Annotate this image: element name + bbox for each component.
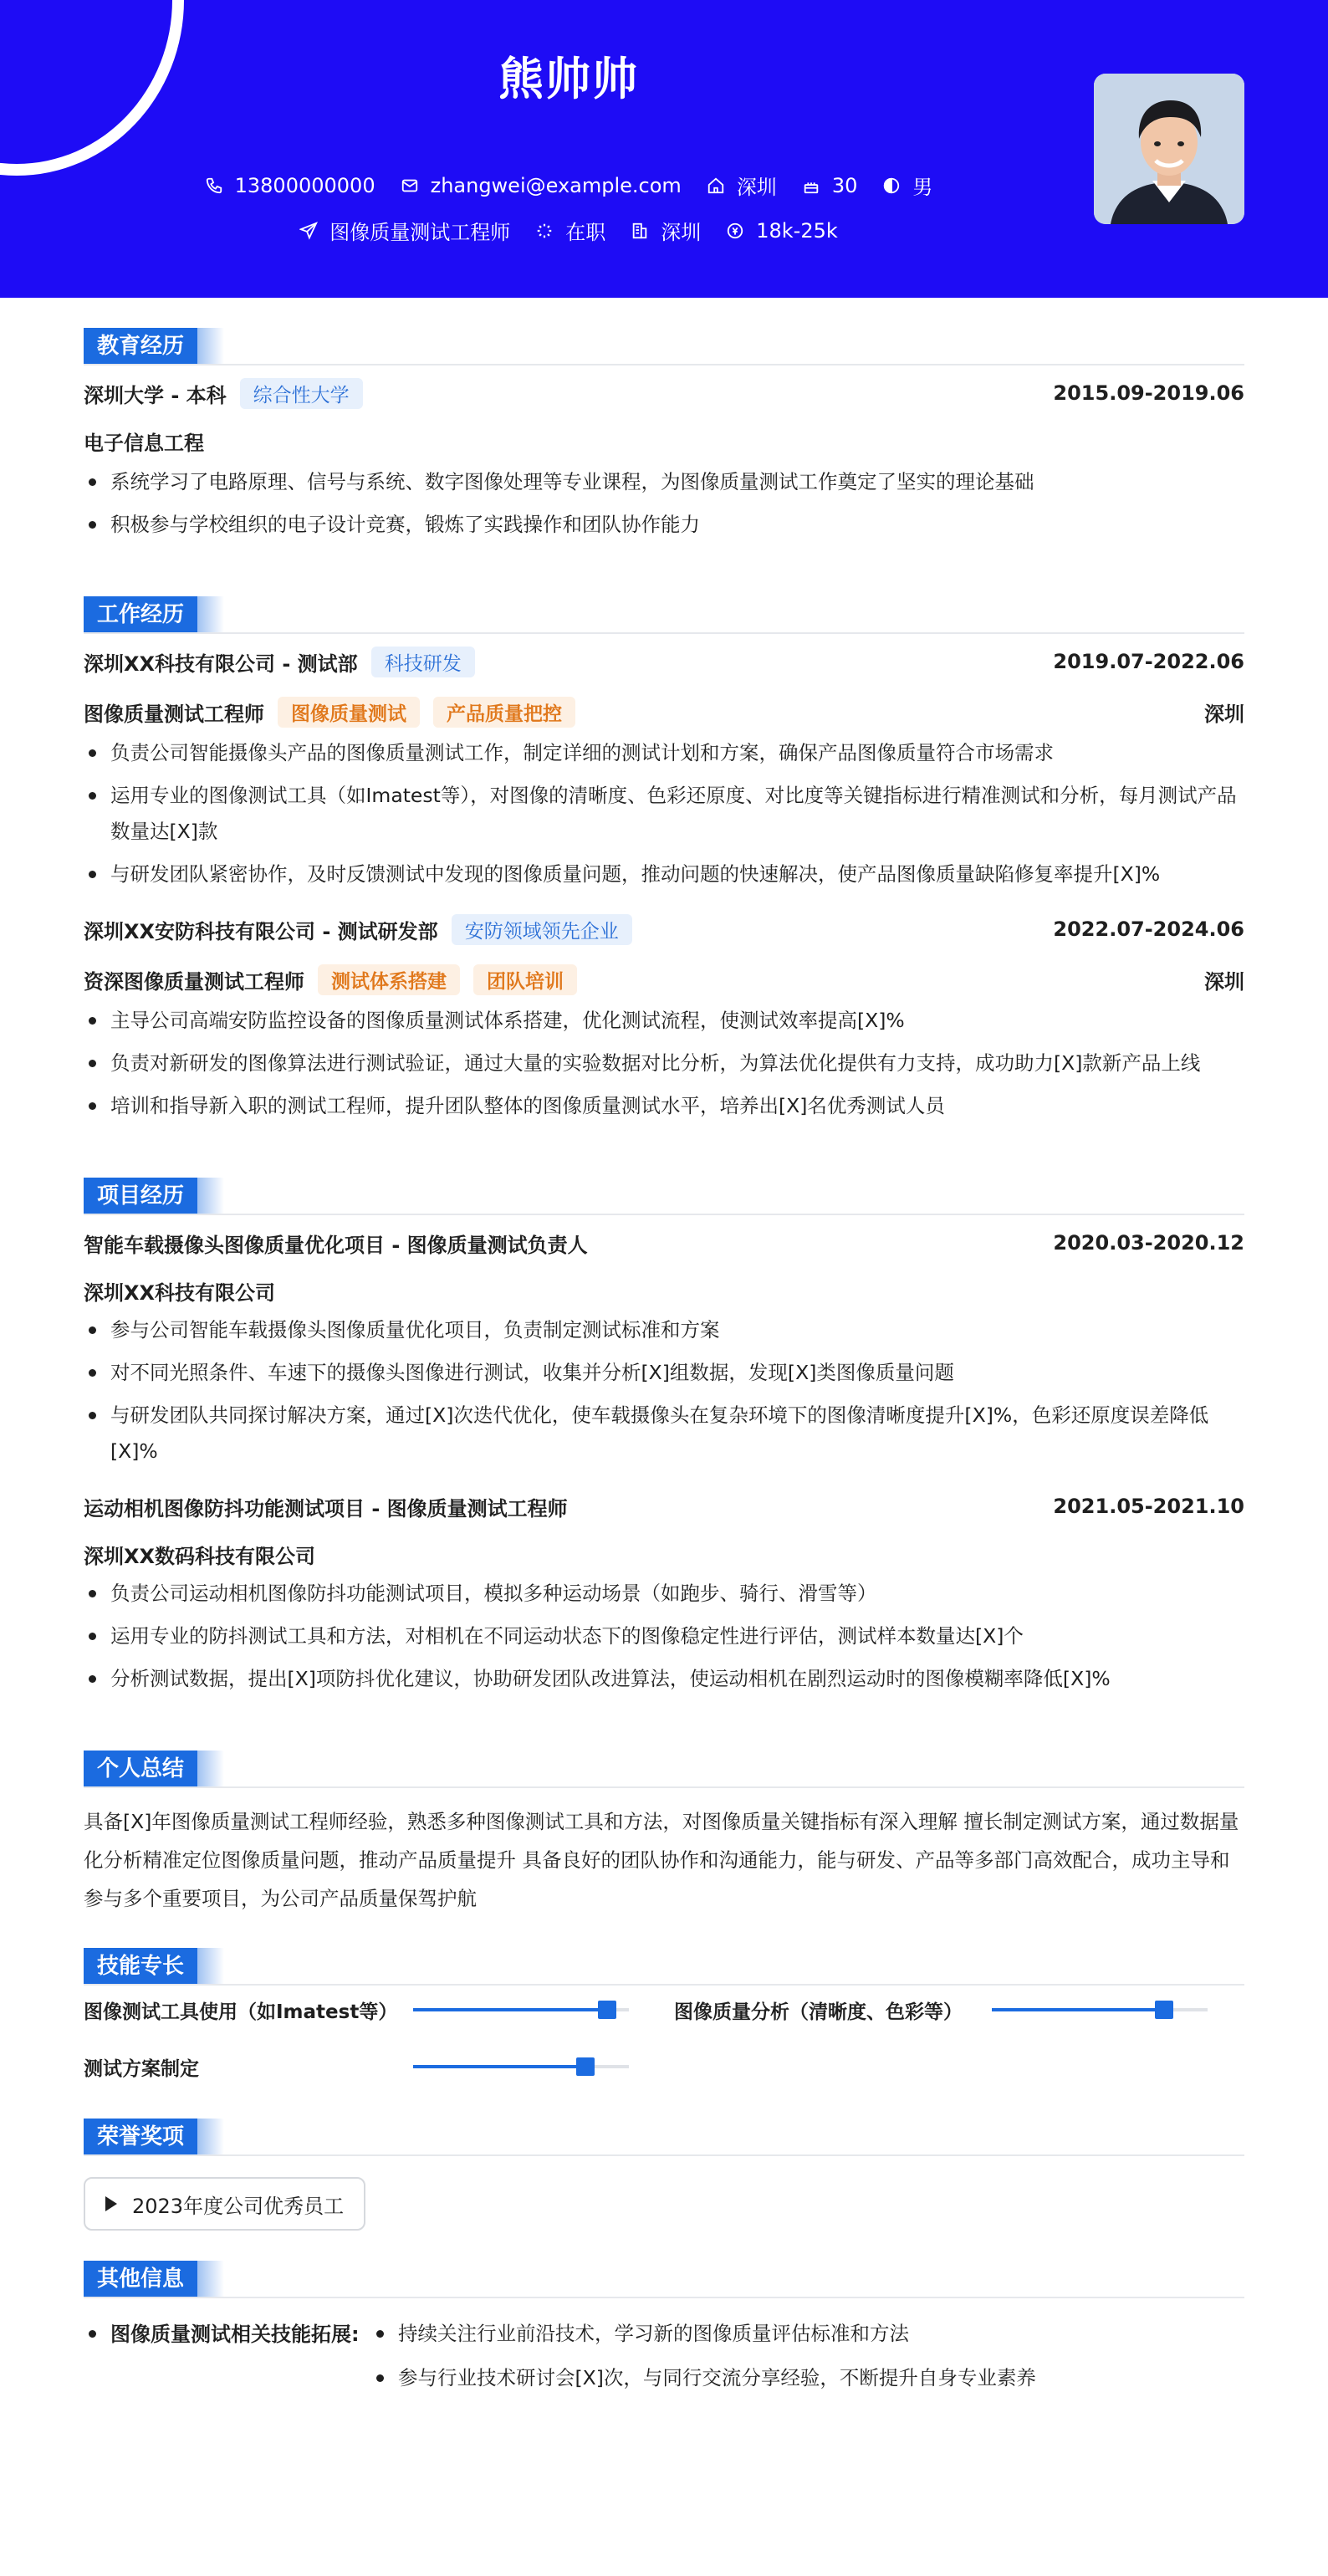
major: 电子信息工程 [84,432,204,455]
cake-icon [802,176,820,195]
summary-text: 具备[X]年图像质量测试工程师经验，熟悉多种图像测试工具和方法，对图像质量关键指标有深入理解 擅长制定测试方案，通过数据量化分析精准定位图像质量问题，推动产品质量提升 具备良好的团队协作和沟通能力，能与研发、产品等多部门高效配合，成功主导和参与多个重要项目，为公司产品质量保驾护航 [84,1810,1239,1910]
work-role-row [84,963,1244,996]
work-city: 深圳 [1204,969,1244,994]
list-item: 参与行业技术研讨会[X]次，与同行交流分享经验，不断提升自身专业素养 [371,2360,1036,2396]
status-text: 在职 [565,221,606,244]
list-item: 持续关注行业前沿技术，学习新的图像质量评估标准和方法 [371,2316,1036,2352]
education-bullets [84,464,1244,543]
building-icon [631,222,649,240]
section-education [84,298,1244,359]
other-bullets [371,2313,1036,2396]
list-item: 主导公司高端安防监控设备的图像质量测试体系搭建，优化测试流程，使测试效率提高[X]% [84,1003,1244,1039]
salary-text: 18k-25k [756,218,838,243]
role-tag: 图像质量测试 [278,697,420,728]
skill-bar [992,2008,1208,2011]
skill-name: 测试方案制定 [84,2058,199,2080]
list-item: 对不同光照条件、车速下的摄像头图像进行测试，收集并分析[X]组数据，发现[X]类图像质量问题 [84,1355,1244,1391]
section-title: 个人总结 [84,1751,197,1787]
list-item: 培训和指导新入职的测试工程师，提升团队整体的图像质量测试水平，培养出[X]名优秀测试人员 [84,1088,1244,1124]
project-bullets [84,1576,1244,1697]
school-name: 深圳大学 - 本科 [84,383,227,407]
home-icon [707,176,725,195]
gender-icon [882,176,901,195]
resume-header [0,0,1328,298]
work-entry-header [84,645,1244,678]
skill-name: 图像测试工具使用（如Imatest等） [84,2001,398,2023]
email-info [401,174,682,197]
company-tag: 安防领域领先企业 [452,914,632,945]
salary-info [726,219,838,243]
avatar-portrait [1094,74,1244,224]
candidate-name: 熊帅帅 [498,53,639,105]
project-company: 深圳XX科技有限公司 [84,1281,276,1305]
age-text: 30 [831,173,858,197]
section-title: 教育经历 [84,328,197,365]
honor-item[interactable] [84,2177,365,2231]
work-role-row [84,695,1244,728]
money-icon [726,222,744,240]
skill-level-knob [598,2001,616,2019]
skill-level-knob [1155,2001,1173,2019]
list-item: 负责公司智能摄像头产品的图像质量测试工作，制定详细的测试计划和方案，确保产品图像质量符合市场需求 [84,735,1244,771]
position-info [299,216,510,245]
location-info [707,171,777,200]
other-info [84,2313,1244,2389]
company-tag: 科技研发 [371,647,475,677]
job-intent-row [0,216,1137,245]
list-item: 分析测试数据，提出[X]项防抖优化建议，协助研发团队改进算法，使运动相机在剧烈运动时的图像模糊率降低[X]% [84,1661,1244,1697]
caret-right-icon [105,2196,117,2211]
section-work [84,566,1244,627]
section-title: 荣誉奖项 [84,2119,197,2155]
section-title: 其他信息 [84,2261,197,2297]
list-item: 参与公司智能车载摄像头图像质量优化项目，负责制定测试标准和方案 [84,1312,1244,1348]
list-item: 运用专业的图像测试工具（如Imatest等），对图像的清晰度、色彩还原度、对比度等关键指标进行精准测试和分析，每月测试产品数量达[X]款 [84,778,1244,850]
email-text: zhangwei@example.com [430,173,682,197]
send-icon [299,222,318,240]
section-projects [84,1147,1244,1209]
work-city: 深圳 [1204,702,1244,726]
project-bullets [84,1312,1244,1469]
contact-row [0,171,1137,200]
skill-level-knob [576,2057,595,2076]
skill-name: 图像质量分析（清晰度、色彩等） [674,2001,963,2023]
project-entry-header [84,1226,1244,1260]
company-name: 深圳XX安防科技有限公司 - 测试研发部 [84,919,438,943]
status-info [535,216,605,245]
phone-text: 13800000000 [234,173,375,197]
project-title: 运动相机图像防抖功能测试项目 - 图像质量测试工程师 [84,1496,568,1521]
phone-info [205,174,375,197]
honor-text: 2023年度公司优秀员工 [132,2194,345,2218]
list-item: 运用专业的防抖测试工具和方法，对相机在不同运动状态下的图像稳定性进行评估，测试样本数量达[X]个 [84,1618,1244,1654]
list-item: 与研发团队紧密协作，及时反馈测试中发现的图像质量问题，推动问题的快速解决，使产品图像质量缺陷修复率提升[X]% [84,856,1244,892]
mail-icon [401,176,419,195]
role-title: 图像质量测试工程师 [84,702,264,726]
school-tag: 综合性大学 [240,378,363,409]
gender-text: 男 [912,176,933,199]
project-date: 2021.05-2021.10 [1053,1495,1244,1518]
phone-icon [205,176,223,195]
role-tag: 团队培训 [473,964,577,995]
skill-bar [413,2065,629,2068]
other-label: 图像质量测试相关技能拓展: [110,2323,360,2346]
work-bullets [84,1003,1244,1124]
education-date: 2015.09-2019.06 [1053,381,1244,405]
project-company: 深圳XX数码科技有限公司 [84,1545,316,1568]
project-title: 智能车载摄像头图像质量优化项目 - 图像质量测试负责人 [84,1233,588,1257]
project-entry-header [84,1490,1244,1523]
age-info [802,174,858,197]
role-tag: 测试体系搭建 [318,964,460,995]
skill-bar [413,2008,629,2011]
list-item: 与研发团队共同探讨解决方案，通过[X]次迭代优化，使车载摄像头在复杂环境下的图像清晰度提升[X]%，色彩还原度误差降低[X]% [84,1398,1244,1469]
education-entry [84,376,1244,410]
section-summary [84,1720,1244,1781]
project-date: 2020.03-2020.12 [1053,1231,1244,1255]
gender-info [882,171,932,200]
role-title: 资深图像质量测试工程师 [84,969,304,994]
list-item: 积极参与学校组织的电子设计竞赛，锻炼了实践操作和团队协作能力 [84,507,1244,543]
work-date: 2019.07-2022.06 [1053,650,1244,673]
list-item: 负责公司运动相机图像防抖功能测试项目，模拟多种运动场景（如跑步、骑行、滑雪等） [84,1576,1244,1612]
loading-icon [535,222,554,240]
location-text: 深圳 [736,176,777,199]
section-honors [84,2088,1244,2149]
role-tag: 产品质量把控 [433,697,575,728]
resume-body [84,298,1244,2389]
work-entry-header [84,912,1244,946]
position-text: 图像质量测试工程师 [329,221,511,244]
city-info [631,216,701,245]
work-date: 2022.07-2024.06 [1053,917,1244,941]
section-title: 技能专长 [84,1948,197,1985]
section-title: 工作经历 [84,596,197,633]
city-text: 深圳 [661,221,702,244]
section-title: 项目经历 [84,1178,197,1214]
company-name: 深圳XX科技有限公司 - 测试部 [84,652,358,676]
list-item: 负责对新研发的图像算法进行测试验证，通过大量的实验数据对比分析，为算法优化提供有力支持，成功助力[X]款新产品上线 [84,1045,1244,1081]
section-other [84,2231,1244,2292]
list-item: 系统学习了电路原理、信号与系统、数字图像处理等专业课程，为图像质量测试工作奠定了坚实的理论基础 [84,464,1244,500]
section-skills [84,1918,1244,1979]
work-bullets [84,735,1244,892]
avatar [1094,74,1244,224]
